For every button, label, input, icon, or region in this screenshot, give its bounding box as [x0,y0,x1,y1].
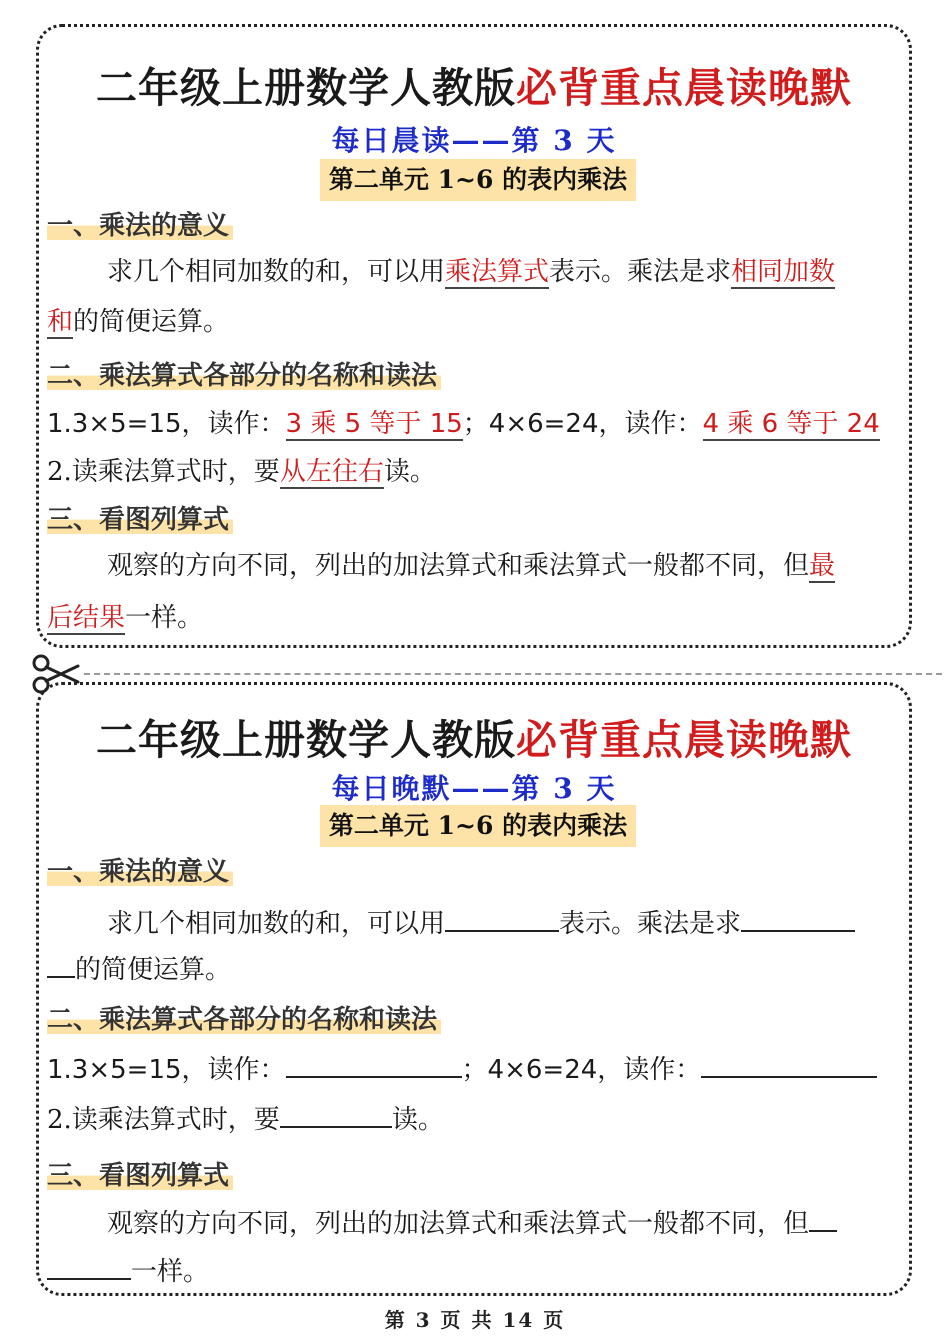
s3-line-1: 观察的方向不同，列出的加法算式和乘法算式一般都不同，但最 [107,551,836,581]
answer-text: 4 乘 6 等于 24 [702,409,880,439]
s3-line-2: 后结果一样。 [47,603,204,633]
fill-blank[interactable] [809,1204,837,1232]
fill-blank[interactable] [701,1050,877,1078]
fill-blank[interactable] [286,1050,462,1078]
section-heading-3: 三、看图列算式 [47,1155,233,1192]
day-subtitle: 每日晨读——第 3 天 [331,124,617,157]
answer-text: 最 [809,551,836,581]
unit-label: 第二单元 1~6 的表内乘法 [320,159,636,201]
page-number: 第 3 页 共 14 页 [384,1308,566,1332]
answer-text: 相同加数 [731,257,836,287]
s3-line-2: 一样。 [47,1251,209,1288]
s2-line-2: 2.读乘法算式时，要 读。 [47,1099,444,1136]
section-heading-3: 三、看图列算式 [47,499,233,536]
section-heading-2: 二、乘法算式各部分的名称和读法 [47,999,441,1036]
unit-label: 第二单元 1~6 的表内乘法 [320,805,636,847]
s2-line-2: 2.读乘法算式时，要从左往右读。 [47,457,436,487]
card-title [39,707,909,766]
fill-blank[interactable] [445,904,559,932]
fill-blank[interactable] [47,950,75,978]
title-main: 二年级上册数学人教版 [96,716,516,764]
answer-text: 从左往右 [279,457,384,487]
fill-blank[interactable] [741,904,855,932]
section-heading-2: 二、乘法算式各部分的名称和读法 [47,355,441,392]
answer-text: 和 [47,307,74,337]
answer-text: 3 乘 5 等于 15 [285,409,463,439]
s1-line-1: 求几个相同加数的和，可以用乘法算式表示。乘法是求相同加数 [107,257,836,287]
answer-text: 乘法算式 [445,257,550,287]
answer-text: 后结果 [47,603,126,633]
section-heading-1: 一、乘法的意义 [47,851,233,888]
s2-line-1: 1.3×5=15，读作：3 乘 5 等于 15；4×6=24，读作：4 乘 6 等于 24 [47,409,880,439]
s1-line-2: 的简便运算。 [47,949,231,986]
evening-dictation-card [36,682,912,1296]
s1-line-2: 和的简便运算。 [47,307,230,337]
title-highlight: 必背重点晨读晚默 [516,64,852,112]
day-subtitle: 每日晚默——第 3 天 [331,772,617,805]
cut-line [84,673,942,675]
s1-line-1: 求几个相同加数的和，可以用 表示。乘法是求 [107,903,855,940]
s3-line-1: 观察的方向不同，列出的加法算式和乘法算式一般都不同，但 [107,1203,837,1240]
section-heading-1: 一、乘法的意义 [47,205,233,242]
title-main: 二年级上册数学人教版 [96,64,516,112]
s2-line-1: 1.3×5=15，读作： ；4×6=24，读作： [47,1049,877,1086]
title-highlight: 必背重点晨读晚默 [516,716,852,764]
fill-blank[interactable] [47,1252,131,1280]
morning-reading-card [36,24,912,648]
fill-blank[interactable] [280,1100,392,1128]
card-title [39,55,909,114]
